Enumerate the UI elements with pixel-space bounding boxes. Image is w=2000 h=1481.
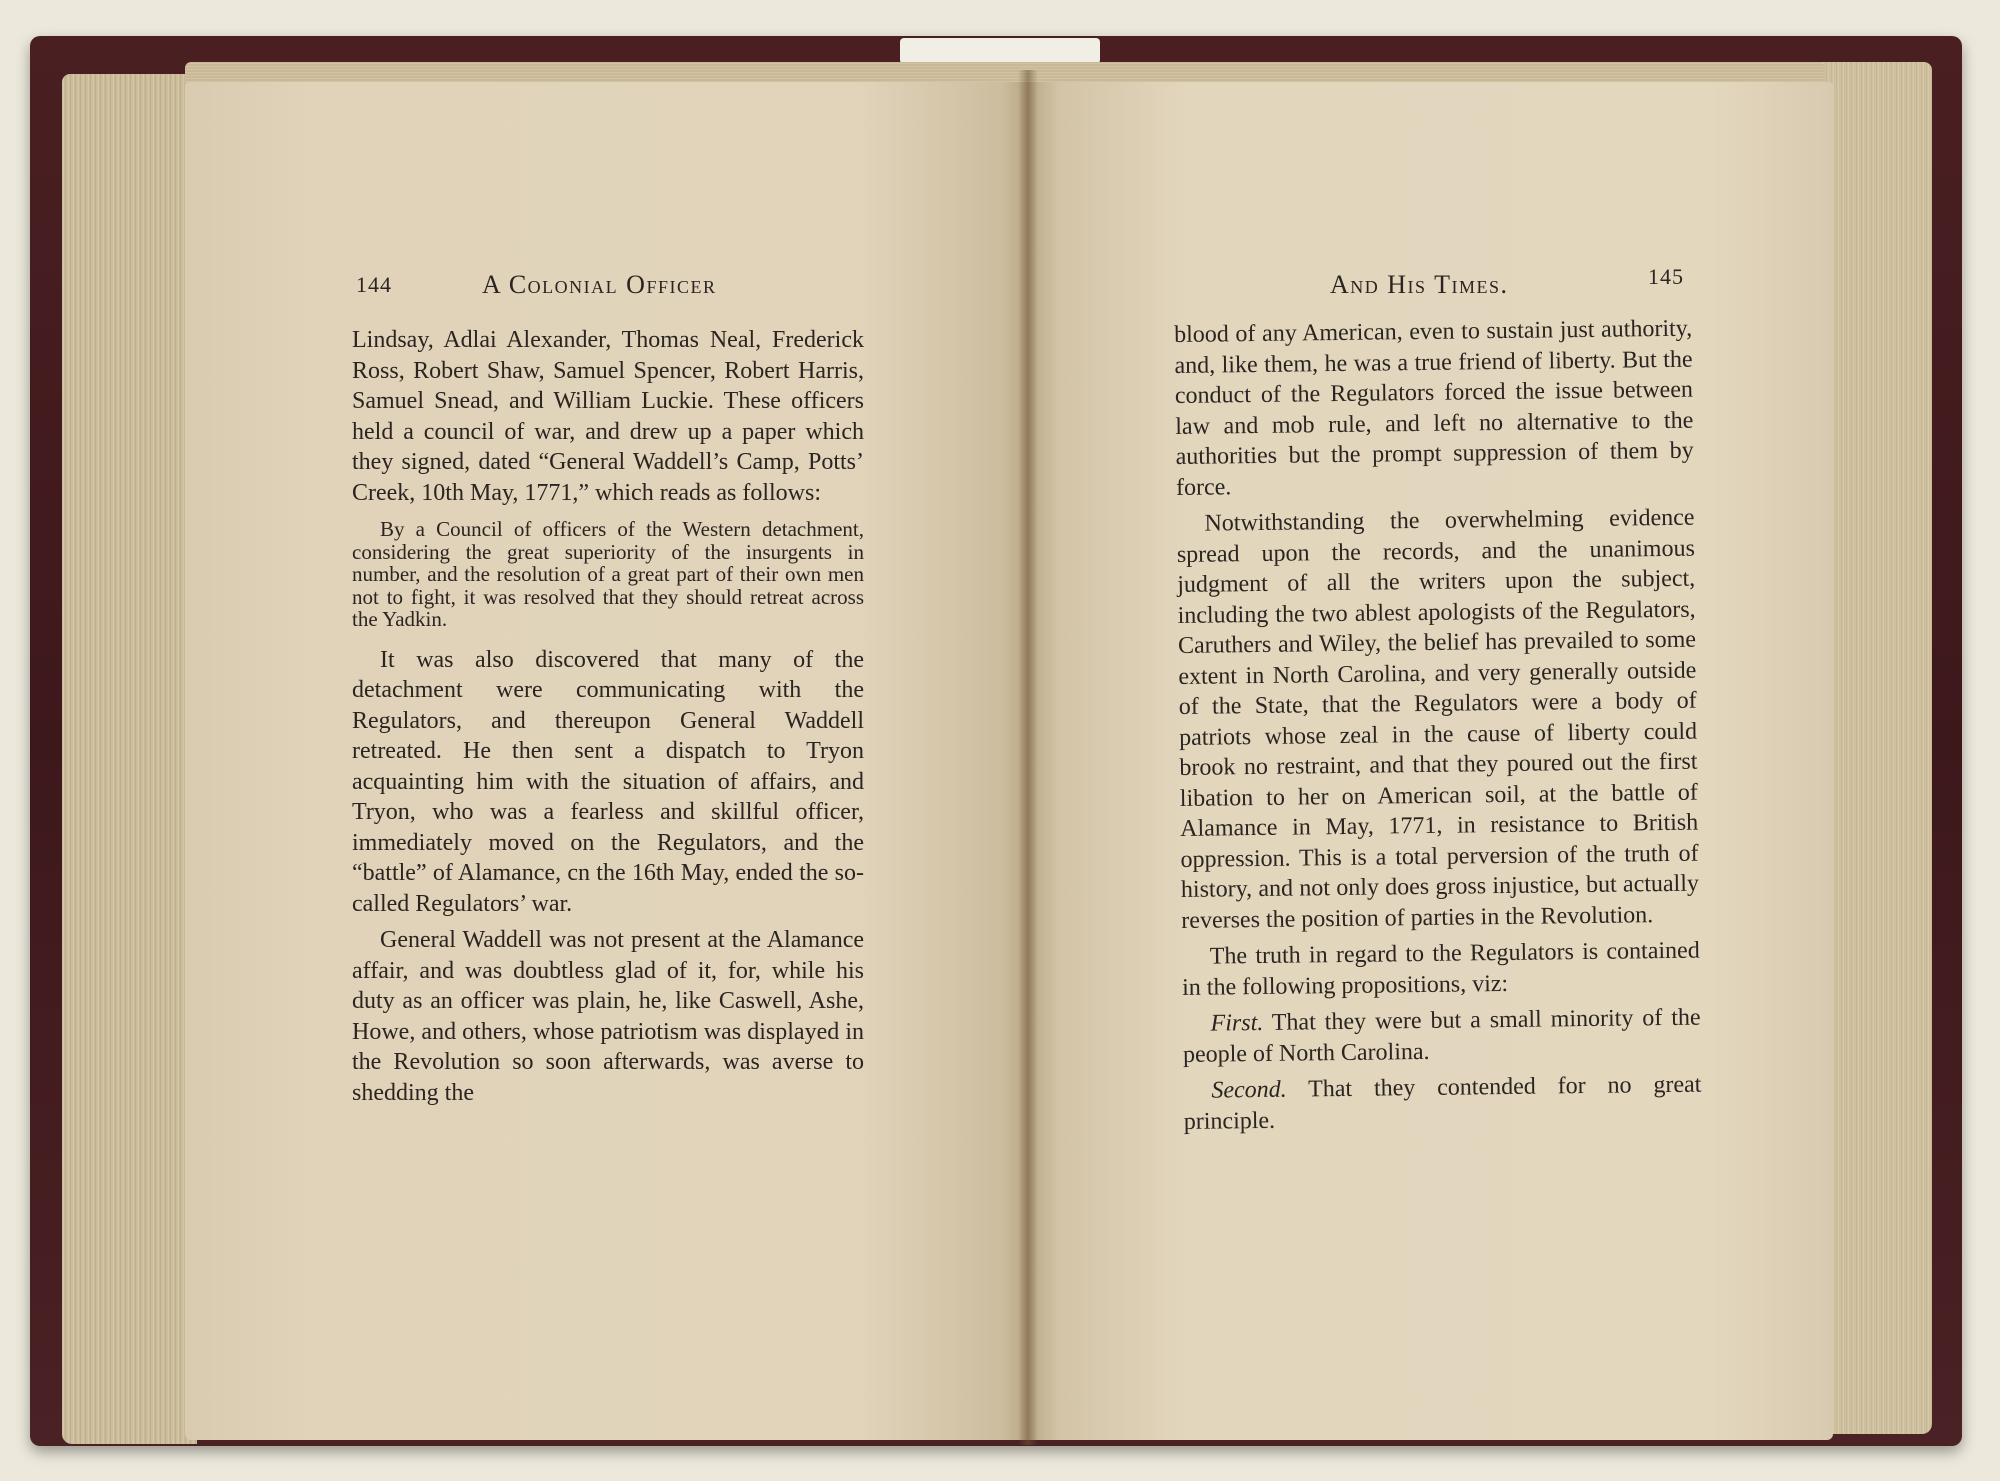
proposition-text: That they contended for no great principle. [1183,1071,1702,1135]
proposition-label: Second. [1211,1076,1287,1104]
proposition-first [1182,1003,1701,1070]
paragraph: Notwithstanding the overwhelming evidence spread upon the records, and the unanimous judgment of all the writers upon the subject, including the two ablest apologists of the Regulators, Caruthers and Wiley, the belief has prevailed to some extent in North Carolina, and very generally outside of the State, that the Regulators were a body of patriots whose zeal in the cause of liberty could brook no restraint, and that they poured out the first libation to her on American soil, at the battle of Alamance in May, 1771, in resistance to British oppression. This is a total perversion of the truth of history, and not only does gross injustice, but actually reverses the position of parties in the Revolution. [1176,504,1700,934]
right-running-head: And His Times. [1330,270,1509,299]
proposition-label: First. [1210,1009,1264,1037]
page-edges-left [62,74,197,1444]
book-gutter [1018,70,1038,1445]
paragraph: blood of any American, even to sustain just authority, and, like them, he was a true friend of liberty. But the conduct of the Regulators forced the issue between law and mob rule, and left no alternative to the authorities but the prompt suppression of them by force. [1174,315,1694,501]
proposition-text: That they were but a small minority of the people of North Carolina. [1182,1004,1701,1068]
right-page-number: 145 [1648,264,1684,289]
paragraph: The truth in regard to the Regulators is contained in the following propositions, viz: [1181,937,1700,1001]
left-running-head: A Colonial Officer [482,270,717,299]
paragraph: General Waddell was not present at the Alamance affair, and was doubtless glad of it, for, while his duty as an officer was plain, he, like Caswell, Ashe, Howe, and others, whose patriotism was displayed in the Revolution so soon afterwards, was averse to shedding the [352,927,864,1106]
paragraph: Lindsay, Adlai Alexander, Thomas Neal, Frederick Ross, Robert Shaw, Samuel Spencer, Robert Harris, Samuel Snead, and William Luckie. These officers held a council of war, and drew up a paper which they signed, dated “General Waddell’s Camp, Potts’ Creek, 10th May, 1771,” which reads as follows: [352,327,864,506]
left-text-column [352,325,864,1108]
left-page-number: 144 [356,272,392,297]
right-text-column [1174,314,1702,1137]
block-quote: By a Council of officers of the Western detachment, considering the great superiority of the insurgents in number, and the resolution of a great part of their own men not to fight, it was resolved that they should retreat across the Yadkin. [352,517,864,631]
spine-tape [900,38,1100,64]
paragraph: It was also discovered that many of the detachment were communicating with the Regulators, and thereupon General Waddell retreated. He then sent a dispatch to Tryon acquainting him with the situation of affairs, and Tryon, who was a fearless and skillful officer, immediately moved on the Regulators, and the “battle” of Alamance, cn the 16th May, ended the so-called Regulators’ war. [352,646,864,917]
proposition-second [1183,1070,1702,1137]
